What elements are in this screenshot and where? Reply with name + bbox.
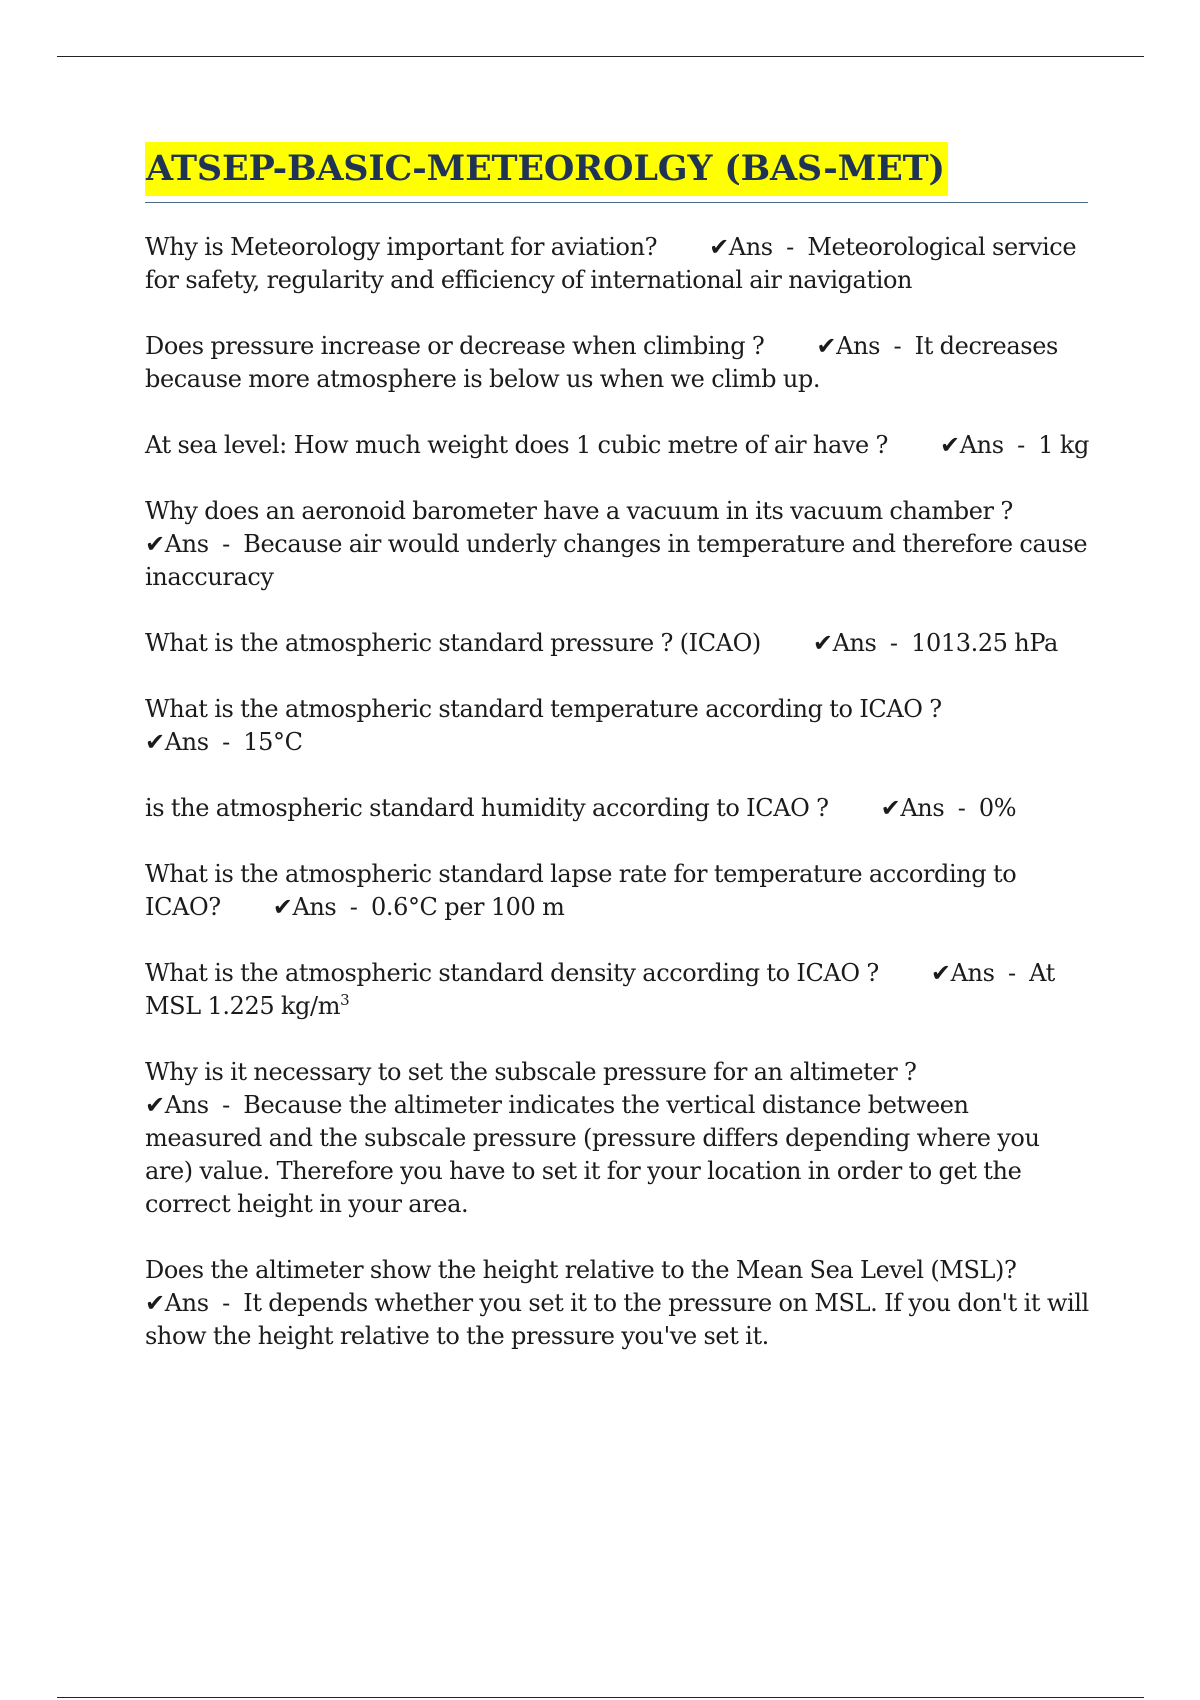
answer-superscript: 3	[340, 991, 350, 1009]
answer-marker: ✔Ans -	[812, 629, 912, 657]
qa-item	[145, 1254, 1090, 1353]
question-text: What is the atmospheric standard pressure ? (ICAO)	[145, 629, 761, 657]
answer-marker: ✔Ans -	[709, 233, 808, 261]
qa-item	[145, 693, 1090, 759]
answer-marker: ✔Ans -	[880, 794, 979, 822]
answer-marker: ✔Ans -	[145, 728, 244, 756]
answer-text: Because the altimeter indicates the vertical distance between measured and the subscale pressure (pressure differs depending where you are) value. Therefore you have to set it for your location in order to get the correct height in your area.	[145, 1091, 1040, 1218]
question-text: is the atmospheric standard humidity according to ICAO ?	[145, 794, 829, 822]
question-text: What is the atmospheric standard density according to ICAO ?	[145, 959, 879, 987]
qa-item	[145, 495, 1090, 594]
qa-item	[145, 231, 1090, 297]
answer-marker: ✔Ans -	[940, 431, 1039, 459]
question-text: Does the altimeter show the height relative to the Mean Sea Level (MSL)?	[145, 1256, 1017, 1284]
question-text: Why is Meteorology important for aviation?	[145, 233, 658, 261]
qa-item	[145, 957, 1090, 1023]
qa-list	[145, 231, 1090, 1353]
answer-text: 1013.25 hPa	[911, 629, 1058, 657]
answer-text: 15°C	[243, 728, 303, 756]
answer-text: At MSL 1.225 kg/m	[145, 959, 1055, 1020]
answer-text: 0.6°C per 100 m	[370, 893, 565, 921]
answer-text: It decreases because more atmosphere is below us when we climb up.	[145, 332, 1058, 393]
question-text: What is the atmospheric standard lapse rate for temperature according to ICAO?	[145, 860, 1017, 921]
title-block	[145, 142, 1088, 203]
question-text: Why does an aeronoid barometer have a vacuum in its vacuum chamber ?	[145, 497, 1013, 525]
answer-text: 0%	[978, 794, 1017, 822]
answer-marker: ✔Ans -	[816, 332, 915, 360]
footer-rule	[57, 1697, 1144, 1698]
question-text: Why is it necessary to set the subscale pressure for an altimeter ?	[145, 1058, 917, 1086]
answer-marker: ✔Ans -	[145, 1091, 244, 1119]
answer-text: It depends whether you set it to the pressure on MSL. If you don't it will show the height relative to the pressure you've set it.	[145, 1289, 1089, 1350]
question-text: What is the atmospheric standard temperature according to ICAO ?	[145, 695, 942, 723]
page-title: ATSEP-BASIC-METEOROLGY (BAS-MET)	[145, 142, 948, 196]
answer-marker: ✔Ans -	[145, 530, 244, 558]
qa-item	[145, 792, 1090, 825]
answer-marker: ✔Ans -	[145, 1289, 244, 1317]
answer-text: Meteorological service for safety, regularity and efficiency of international air navigation	[145, 233, 1077, 294]
qa-item	[145, 330, 1090, 396]
answer-text: 1 kg	[1038, 431, 1089, 459]
qa-item	[145, 429, 1090, 462]
qa-item	[145, 627, 1090, 660]
question-text: At sea level: How much weight does 1 cubic metre of air have ?	[145, 431, 889, 459]
header-rule	[57, 56, 1144, 57]
qa-item	[145, 1056, 1090, 1221]
qa-item	[145, 858, 1090, 924]
answer-marker: ✔Ans -	[930, 959, 1030, 987]
answer-marker: ✔Ans -	[272, 893, 371, 921]
answer-text: Because air would underly changes in temperature and therefore cause inaccuracy	[145, 530, 1088, 591]
document-body	[145, 142, 1090, 1386]
question-text: Does pressure increase or decrease when climbing ?	[145, 332, 765, 360]
